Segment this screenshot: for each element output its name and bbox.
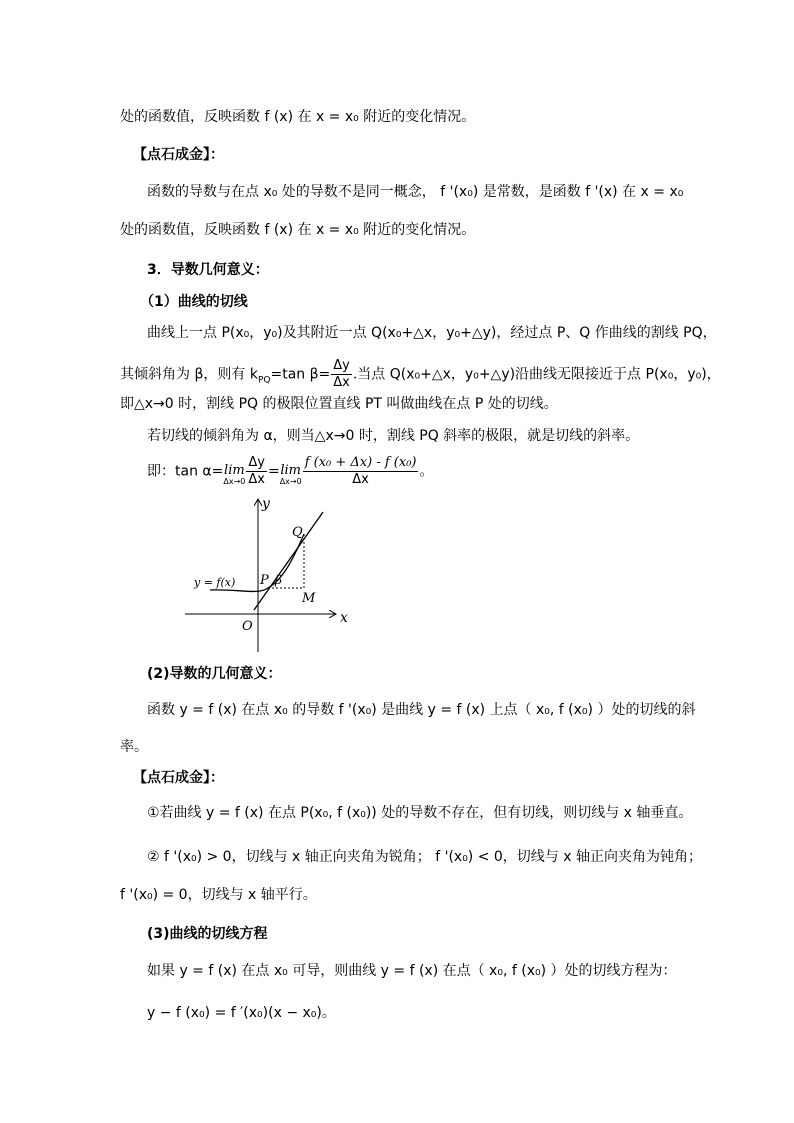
subsection-heading: (3)曲线的切线方程 — [147, 926, 268, 942]
angle-beta-label: β — [275, 573, 282, 587]
text-line: 处的函数值，反映函数 f (x) 在 x = x₀ 附近的变化情况。 — [120, 222, 476, 238]
subsection-heading: (2)导数的几何意义： — [147, 666, 282, 682]
text-line: 若切线的倾斜角为 α，则当△x→0 时，割线 PQ 斜率的极限，就是切线的斜率。 — [147, 428, 640, 444]
fraction-denominator: Δx — [333, 375, 350, 390]
origin-label: O — [242, 619, 253, 634]
equals-sign: = — [267, 463, 280, 480]
limit-subscript: Δx→0 — [223, 477, 246, 486]
section-heading: 【点石成金】： — [133, 147, 224, 163]
fraction-numerator: Δy — [333, 358, 350, 373]
text-line: 函数 y = f (x) 在点 x₀ 的导数 f '(x₀) 是曲线 y = f (x) 上点（ x₀, f (x₀) ）处的切线的斜 — [147, 702, 696, 718]
limit-word: lim — [224, 463, 245, 478]
fraction-denominator: Δx — [352, 472, 369, 487]
subscript: PQ — [257, 375, 271, 386]
text-line: 曲线上一点 P(x₀，y₀)及其附近一点 Q(x₀+△x，y₀+△y)，经过点 P、Q 作曲线的割线 PQ， — [147, 325, 717, 341]
limit-word: lim — [280, 463, 302, 478]
text-line: 率。 — [120, 739, 148, 755]
x-axis-label: x — [340, 610, 348, 626]
point-q-label: Q — [292, 525, 303, 540]
fraction — [303, 455, 419, 488]
text-line: 函数的导数与在点 x₀ 处的导数不是同一概念， f '(x₀) 是常数，是函数 f '(x) 在 x = x₀ — [147, 184, 684, 200]
tangent-diagram — [180, 492, 360, 657]
text-line: f '(x₀) = 0，切线与 x 轴平行。 — [120, 887, 317, 903]
fraction-denominator: Δx — [248, 472, 265, 487]
text-segment: 。 — [419, 463, 434, 480]
formula-line — [147, 455, 433, 488]
y-axis-label: y — [262, 496, 270, 512]
fraction — [246, 455, 267, 488]
point-m-label: M — [302, 591, 316, 606]
formula-line: y − f (x₀) = f ′(x₀)(x − x₀)。 — [147, 1005, 336, 1021]
limit-subscript: Δx→0 — [279, 477, 302, 486]
fraction-numerator: Δy — [248, 455, 265, 470]
text-segment: =tan β= — [270, 366, 331, 383]
text-segment: .当点 Q(x₀+△x，y₀+△y)沿曲线无限接近于点 P(x₀，y₀)， — [352, 366, 721, 383]
fraction — [331, 358, 352, 391]
text-line: ② f '(x₀) > 0，切线与 x 轴正向夹角为锐角； f '(x₀) < 0，切线与 x 轴正向夹角为钝角； — [147, 849, 702, 865]
text-segment: 即：tan α= — [147, 463, 224, 480]
text-line: 即△x→0 时，割线 PQ 的极限位置直线 PT 叫做曲线在点 P 处的切线。 — [120, 396, 558, 412]
curve-label: y = f(x) — [194, 576, 236, 589]
text-segment: 其倾斜角为 β，则有 k — [120, 366, 258, 383]
section-heading: 【点石成金】： — [133, 770, 224, 786]
text-line: 如果 y = f (x) 在点 x₀ 可导，则曲线 y = f (x) 在点（ x₀, f (x₀) ）处的切线方程为： — [147, 963, 677, 979]
text-line — [120, 358, 721, 391]
text-line: ①若曲线 y = f (x) 在点 P(x₀, f (x₀)) 处的导数不存在，但有切线，则切线与 x 轴垂直。 — [147, 805, 693, 821]
subsection-heading: （1）曲线的切线 — [140, 294, 248, 310]
fraction-numerator: f (x₀ + Δx) - f (x₀) — [304, 455, 417, 470]
section-heading: 3．导数几何意义： — [147, 262, 269, 278]
text-line: 处的函数值，反映函数 f (x) 在 x = x₀ 附近的变化情况。 — [120, 109, 476, 125]
limit — [280, 464, 302, 487]
point-p-label: P — [260, 573, 269, 588]
limit — [223, 464, 245, 487]
